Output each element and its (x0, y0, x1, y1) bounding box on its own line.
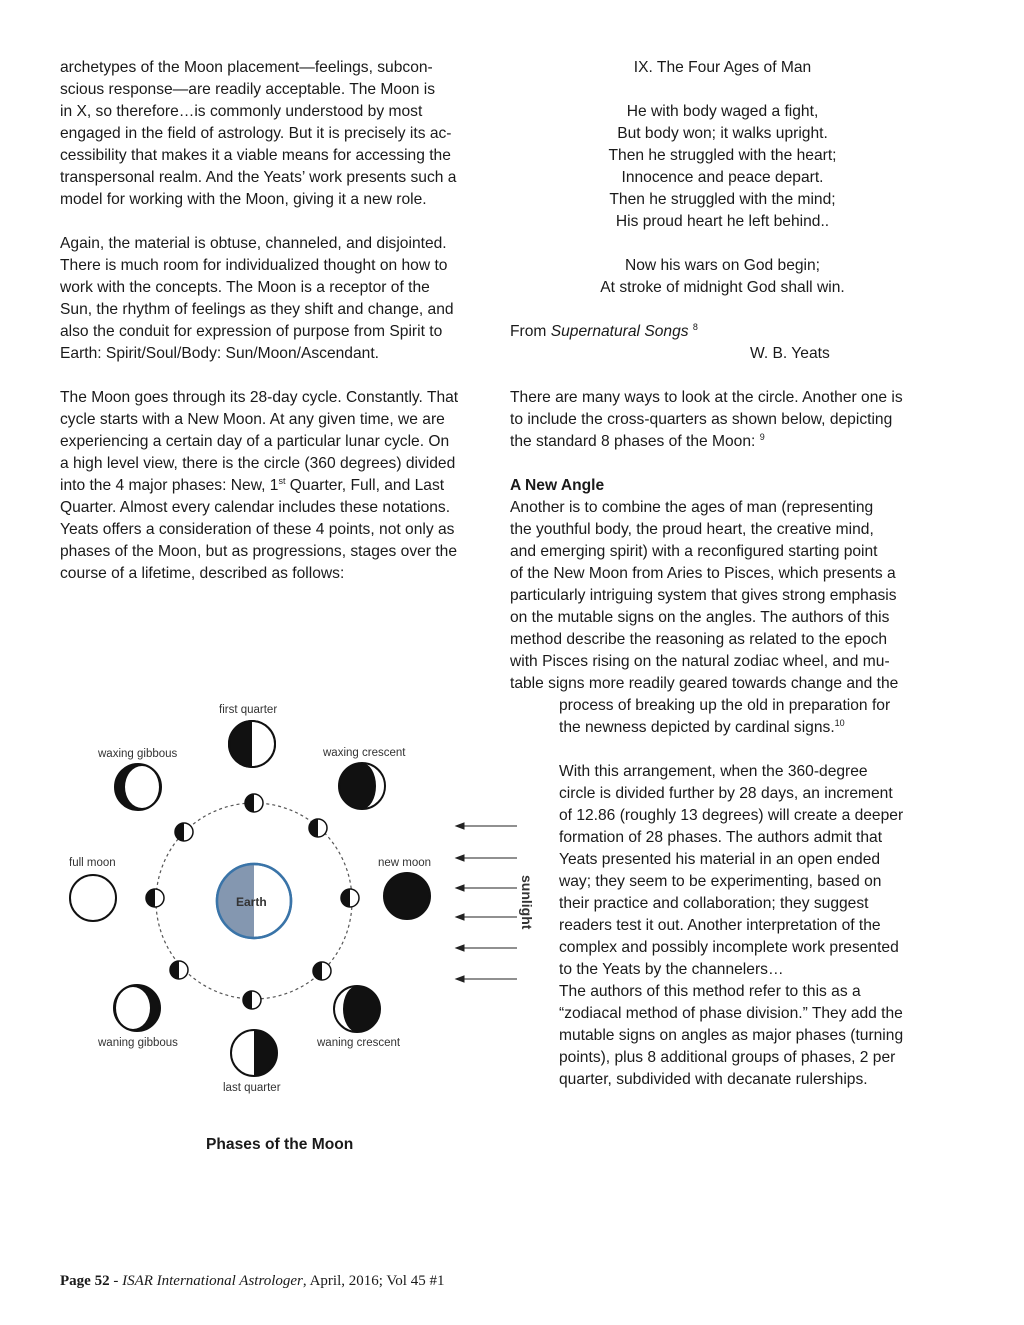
arrow-icon (456, 976, 517, 982)
text-line: formation of 28 phases. The authors admit that (559, 829, 883, 846)
waning-crescent-moon-icon (334, 986, 380, 1032)
issue-info: , April, 2016; Vol 45 #1 (302, 1273, 445, 1289)
poem-line: He with body waged a fight, (626, 103, 819, 120)
footnote-ref: 10 (834, 717, 845, 728)
label-waning-crescent: waning crescent (317, 1037, 401, 1049)
label-last-quarter: last quarter (223, 1082, 281, 1094)
text-line: There are many ways to look at the circle. Another one is (510, 389, 903, 406)
text-line (510, 431, 950, 453)
new-moon-icon (384, 873, 430, 919)
text-line: and emerging spirit) with a reconfigured starting point (510, 543, 878, 560)
sunlight-label: sunlight (519, 875, 535, 930)
poem-line: But body won; it walks upright. (617, 125, 828, 142)
paragraph-moon-cycle (60, 387, 500, 585)
label-waning-gibbous: waning gibbous (98, 1037, 178, 1049)
text-line: The authors of this method refer to this as a (559, 983, 861, 1000)
arrow-icon (456, 914, 517, 920)
earth-icon (217, 864, 291, 938)
text-line: work with the concepts. The Moon is a receptor of the (60, 279, 430, 296)
poem-line: Innocence and peace depart. (621, 169, 824, 186)
footer-separator: - (109, 1273, 123, 1289)
section-new-angle (510, 475, 950, 739)
poem-line: Then he struggled with the heart; (608, 147, 837, 164)
text-line: quarter, subdivided with decanate rulerships. (559, 1071, 868, 1088)
orbit-moon-top-left (175, 823, 193, 841)
orbit-moon-bottom-left (170, 961, 188, 979)
text-line: mutable signs on angles as major phases (turning (559, 1027, 904, 1044)
text-fragment: into the 4 major phases: New, 1 (60, 477, 279, 494)
text-line: method describe the reasoning as related to the epoch (510, 631, 888, 648)
text-line: cycle starts with a New Moon. At any given time, we are (60, 411, 445, 428)
figure-caption: Phases of the Moon (206, 1136, 354, 1153)
text-line: on the mutable signs on the angles. The authors of this (510, 609, 890, 626)
label-first-quarter: first quarter (219, 704, 278, 716)
source-line (510, 321, 950, 343)
poem-stanza-1 (510, 101, 935, 233)
arrow-icon (456, 945, 517, 951)
poem-line: His proud heart he left behind.. (615, 213, 830, 230)
waning-gibbous-moon-icon (114, 985, 160, 1031)
poem-source (510, 321, 950, 365)
text-line: points), plus 8 additional groups of phases, 2 per (559, 1049, 896, 1066)
text-line: transpersonal realm. And the Yeats’ work presents such a (60, 169, 457, 186)
right-column (510, 57, 950, 1113)
orbit-moon-bottom-right (313, 962, 331, 980)
text-line: way; they seem to be experimenting, based on (559, 873, 882, 890)
text-line (60, 475, 500, 497)
text-line: in X, so therefore…is commonly understood by most (60, 103, 423, 120)
text-line: Again, the material is obtuse, channeled, and disjointed. (60, 235, 447, 252)
text-line: their practice and collaboration; they suggest (559, 895, 869, 912)
text-line: There is much room for individualized thought on how to (60, 257, 448, 274)
text-line: model for working with the Moon, giving it a new role. (60, 191, 427, 208)
text-line: the youthful body, the proud heart, the creative mind, (510, 521, 874, 538)
text-line: to include the cross-quarters as shown below, depicting (510, 411, 893, 428)
text-line: experiencing a certain day of a particular lunar cycle. On (60, 433, 450, 450)
text-line: of 12.86 (roughly 13 degrees) will create a deeper (559, 807, 904, 824)
text-line: complex and possibly incomplete work presented (559, 939, 899, 956)
section-heading: A New Angle (510, 477, 605, 494)
paragraph-material-obtuse (60, 233, 500, 365)
footnote-ref: 9 (759, 431, 765, 442)
poem-author: W. B. Yeats (750, 345, 830, 362)
text-line: also the conduit for expression of purpose from Spirit to (60, 323, 443, 340)
orbit-moon-bottom (243, 991, 261, 1009)
text-line: cessibility that makes it a viable means for accessing the (60, 147, 451, 164)
source-title: Supernatural Songs (550, 323, 689, 340)
text-line (510, 717, 950, 739)
poem-title-text: IX. The Four Ages of Man (633, 59, 812, 76)
arrow-icon (456, 855, 517, 861)
journal-title: ISAR International Astrologer (122, 1273, 303, 1289)
text-line: With this arrangement, when the 360-degree (559, 763, 868, 780)
text-line: to the Yeats by the channelers… (559, 961, 784, 978)
full-moon-icon (70, 875, 116, 921)
text-line: Yeats presented his material in an open ended (559, 851, 881, 868)
orbit-moon-top-right (309, 819, 327, 837)
label-waxing-crescent: waxing crescent (323, 747, 406, 759)
orbit-moon-top (245, 794, 263, 812)
text-line: Sun, the rhythm of feelings as they shift and change, and (60, 301, 454, 318)
sunlight-arrows (456, 823, 517, 982)
label-waxing-gibbous: waxing gibbous (98, 748, 178, 760)
page-number: Page 52 (60, 1273, 110, 1289)
label-full-moon: full moon (69, 857, 116, 869)
poem-line: At stroke of midnight God shall win. (600, 279, 845, 296)
text-line: particularly intriguing system that gives strong emphasis (510, 587, 897, 604)
ordinal-suffix: st (278, 475, 286, 486)
text-line: Yeats offers a consideration of these 4 points, not only as (60, 521, 455, 538)
text-fragment: Quarter, Full, and Last (285, 477, 445, 494)
poem-line: Now his wars on God begin; (624, 257, 821, 274)
poem-stanza-2 (510, 255, 935, 299)
text-line: with Pisces rising on the natural zodiac wheel, and mu- (510, 653, 890, 670)
text-line: phases of the Moon, but as progressions, stages over the (60, 543, 458, 560)
arrow-icon (456, 823, 517, 829)
text-line: Earth: Spirit/Soul/Body: Sun/Moon/Ascendant. (60, 345, 379, 362)
first-quarter-moon-icon (229, 721, 275, 767)
last-quarter-moon-icon (231, 1030, 277, 1076)
poem-line: Then he struggled with the mind; (609, 191, 836, 208)
text-line: course of a lifetime, described as follows: (60, 565, 345, 582)
text-line: Another is to combine the ages of man (representing (510, 499, 874, 516)
text-line: The Moon goes through its 28-day cycle. Constantly. That (60, 389, 459, 406)
text-line: process of breaking up the old in preparation for (559, 697, 891, 714)
footnote-ref: 8 (692, 321, 698, 332)
paragraph-moon-archetypes (60, 57, 500, 211)
text-line: archetypes of the Moon placement—feelings, subcon- (60, 59, 433, 76)
text-line: a high level view, there is the circle (360 degrees) divided (60, 455, 456, 472)
moon-phases-diagram (60, 695, 535, 1115)
text-fragment: the standard 8 phases of the Moon: (510, 433, 756, 450)
orbit-moon-right (341, 889, 359, 907)
text-line: of the New Moon from Aries to Pisces, which presents a (510, 565, 896, 582)
text-line: engaged in the field of astrology. But it is precisely its ac- (60, 125, 452, 142)
paragraph-circle (510, 387, 950, 453)
waxing-crescent-moon-icon (339, 763, 385, 809)
text-line: Quarter. Almost every calendar includes these notations. (60, 499, 451, 516)
text-line: table signs more readily geared towards change and the (510, 675, 899, 692)
text-line: scious response—are readily acceptable. The Moon is (60, 81, 436, 98)
left-column (60, 57, 500, 607)
text-line: “zodiacal method of phase division.” They add the (559, 1005, 903, 1022)
label-new-moon: new moon (378, 857, 432, 869)
paragraph-arrangement (510, 761, 950, 1091)
text-line: readers test it out. Another interpretation of the (559, 917, 881, 934)
arrow-icon (456, 885, 517, 891)
page-footer (60, 1273, 444, 1290)
text-line: circle is divided further by 28 days, an increment (559, 785, 893, 802)
text-fragment: the newness depicted by cardinal signs. (559, 719, 835, 736)
poem-title (510, 57, 935, 79)
source-prefix: From (510, 323, 551, 340)
waxing-gibbous-moon-icon (115, 764, 161, 810)
earth-label: Earth (236, 895, 267, 909)
moon-phases-figure (60, 695, 535, 1115)
orbit-moon-left (146, 889, 164, 907)
